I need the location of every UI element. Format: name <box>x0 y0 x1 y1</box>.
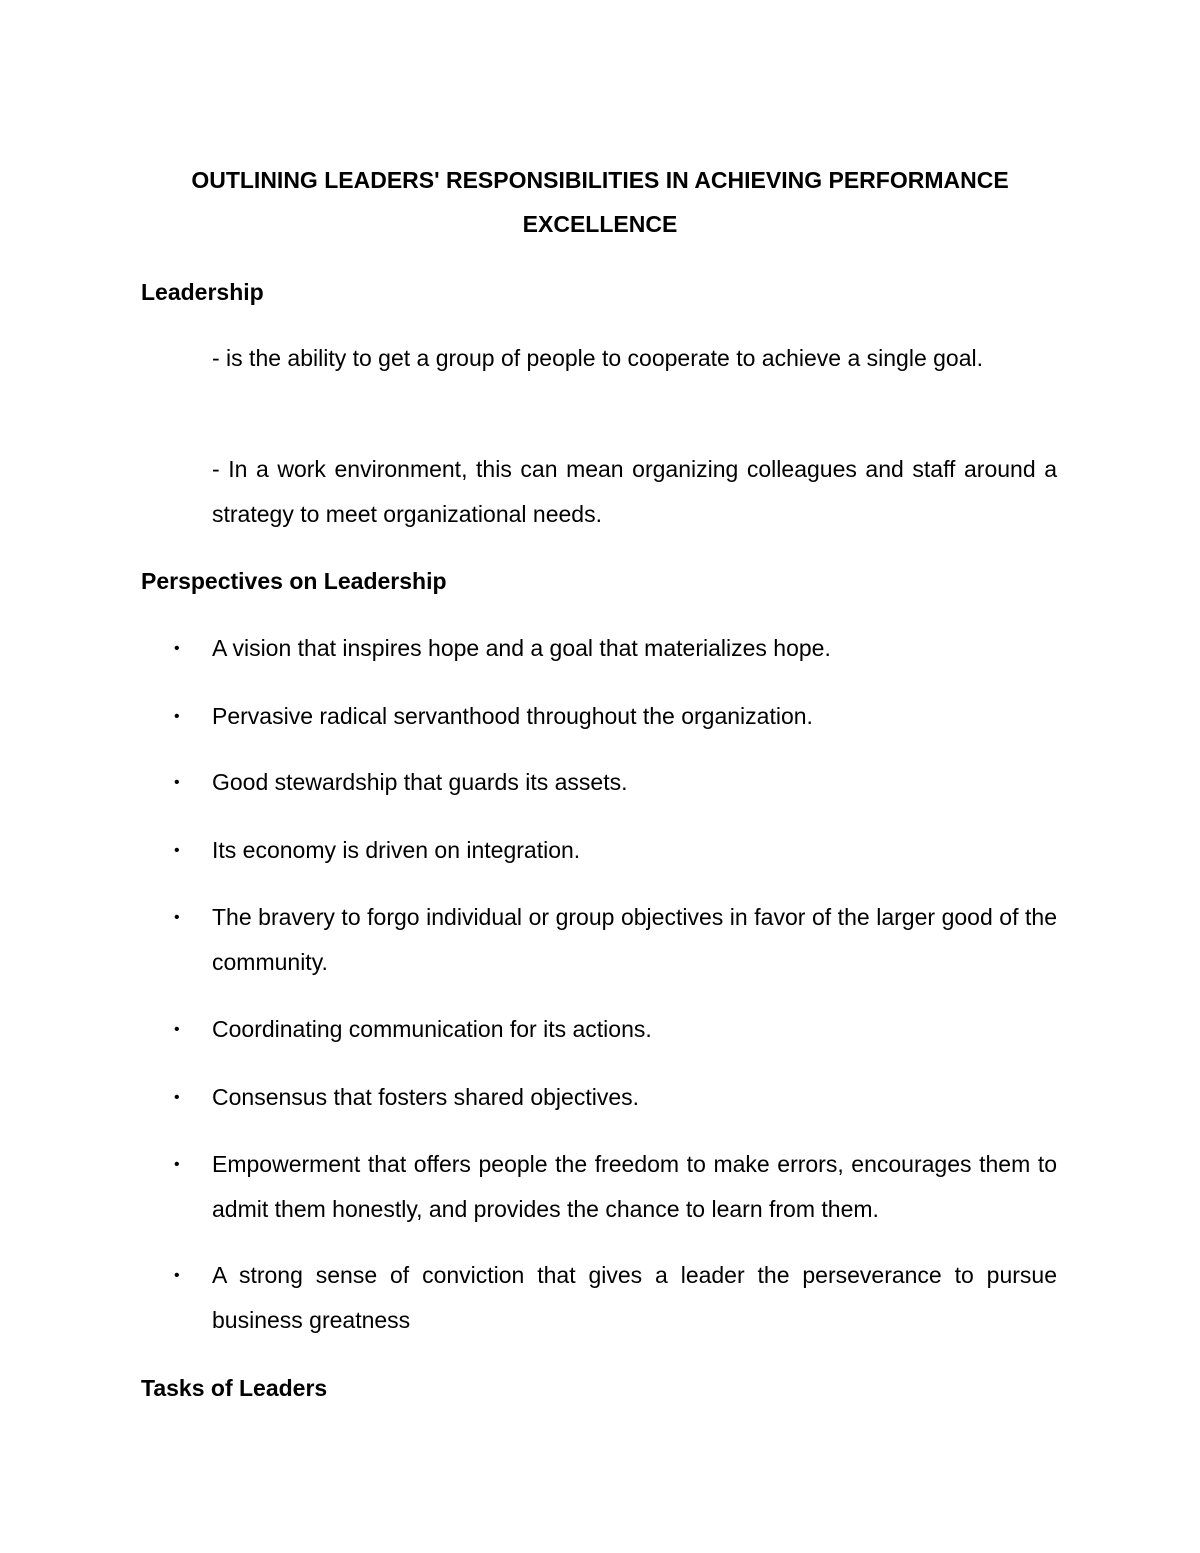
section-heading-perspectives: Perspectives on Leadership <box>141 568 447 594</box>
bullet-item: A strong sense of conviction that gives a leader the perseverance to pursue business greatness <box>212 1262 1057 1333</box>
bullet-item: A vision that inspires hope and a goal that materializes hope. <box>212 635 831 661</box>
bullet-dot-icon: • <box>174 1021 180 1038</box>
bullet-dot-icon: • <box>174 774 180 791</box>
leadership-definition-2: - In a work environment, this can mean organizing colleagues and staff around a strategy to meet organizational needs. <box>212 456 1057 527</box>
bullet-item: Good stewardship that guards its assets. <box>212 769 628 795</box>
bullet-item: Pervasive radical servanthood throughout the organization. <box>212 703 813 729</box>
bullet-item: Empowerment that offers people the freedom to make errors, encourages them to admit them honestly, and provides the chance to learn from them. <box>212 1151 1057 1222</box>
bullet-item: Its economy is driven on integration. <box>212 837 581 863</box>
bullet-item: Consensus that fosters shared objectives. <box>212 1084 640 1110</box>
section-heading-tasks: Tasks of Leaders <box>141 1375 328 1401</box>
bullet-dot-icon: • <box>174 1156 180 1173</box>
bullet-item: The bravery to forgo individual or group objectives in favor of the larger good of the community. <box>212 904 1057 975</box>
bullet-dot-icon: • <box>174 1089 180 1106</box>
leadership-definition-1: - is the ability to get a group of people to cooperate to achieve a single goal. <box>212 345 984 371</box>
document-title: OUTLINING LEADERS' RESPONSIBILITIES IN ACHIEVING PERFORMANCE EXCELLENCE <box>191 167 1009 237</box>
bullet-dot-icon: • <box>174 1267 180 1284</box>
bullet-dot-icon: • <box>174 909 180 926</box>
bullet-dot-icon: • <box>174 842 180 859</box>
section-heading-leadership: Leadership <box>141 279 264 305</box>
bullet-dot-icon: • <box>174 640 180 657</box>
bullet-item: Coordinating communication for its actions. <box>212 1016 652 1042</box>
bullet-dot-icon: • <box>174 708 180 725</box>
